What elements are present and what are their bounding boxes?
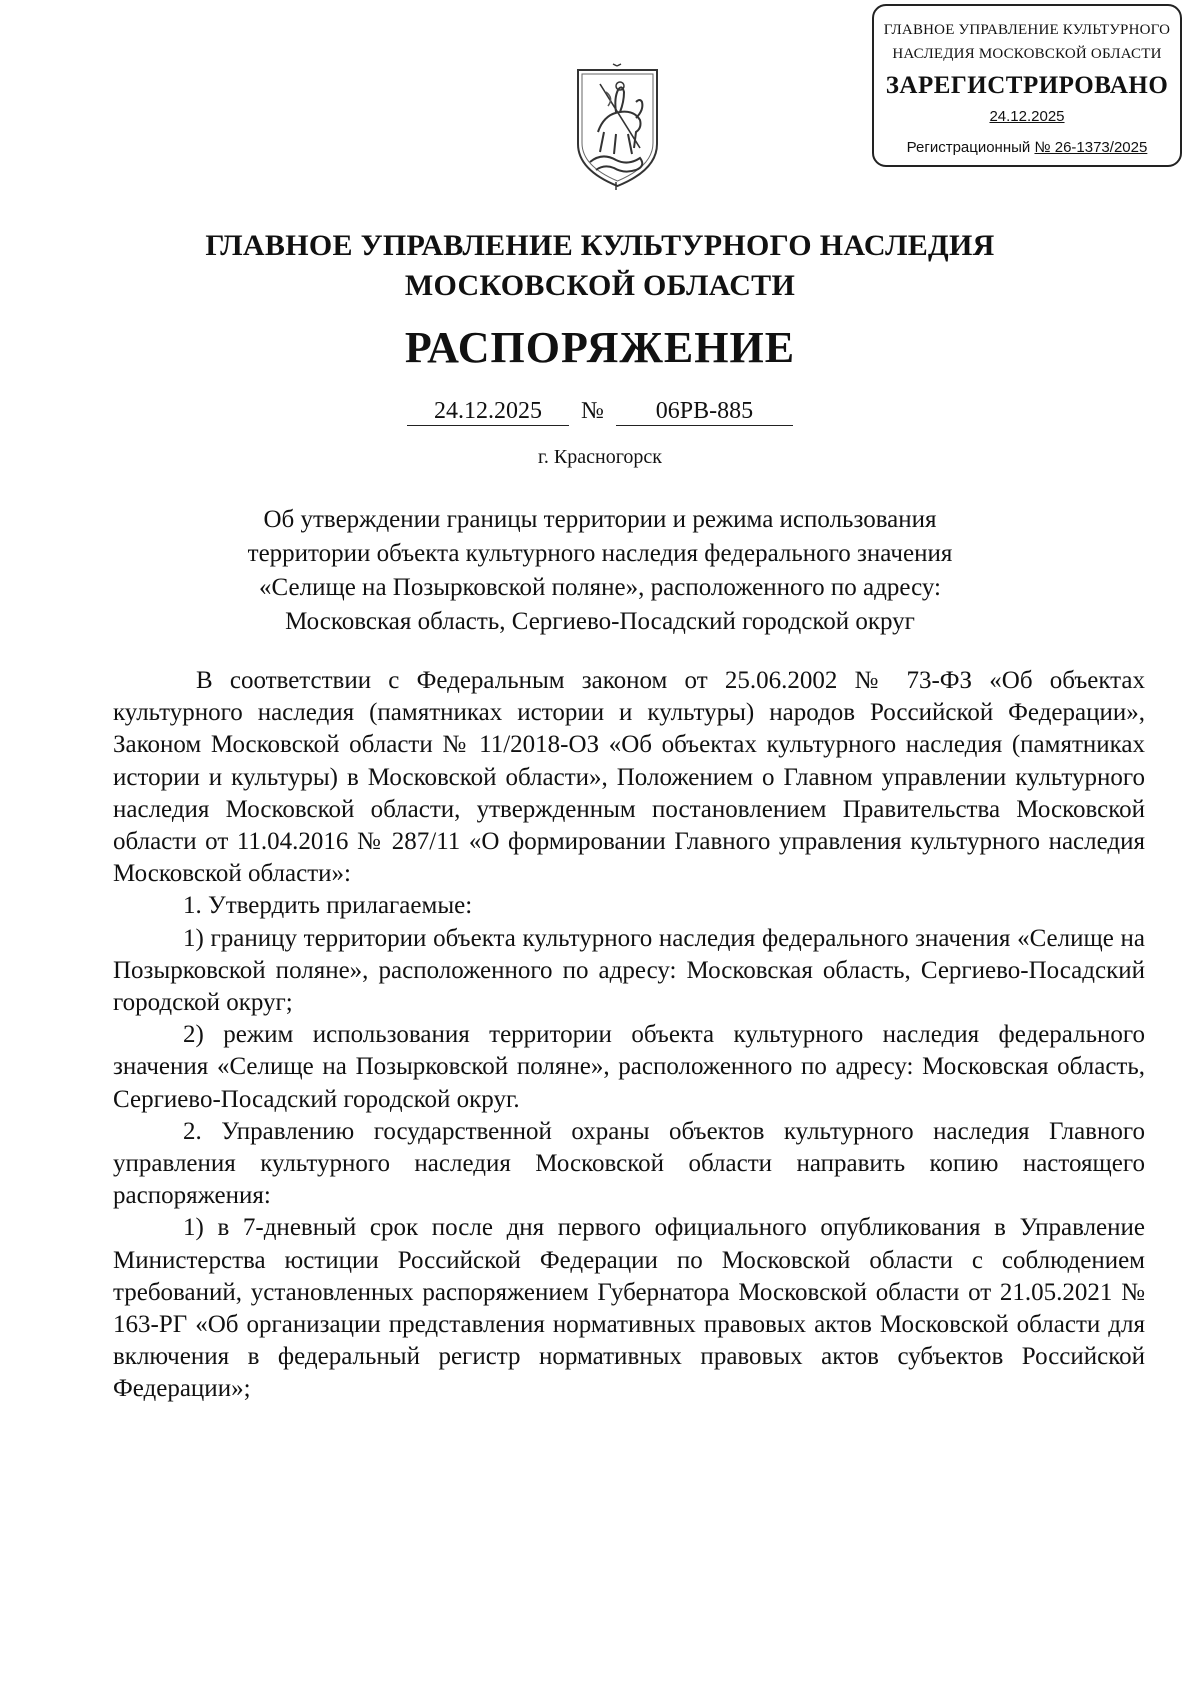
document-number: 06РВ-885 bbox=[616, 398, 793, 426]
document-subject bbox=[150, 503, 1050, 639]
stamp-org-line2: НАСЛЕДИЯ МОСКОВСКОЙ ОБЛАСТИ bbox=[892, 46, 1162, 62]
item-1-1-paragraph: 1) границу территории объекта культурного наследия федерального значения «Селище на Позырковской поляне», расположенного по адресу: Московская область, Сергиево-Посадский городской округ; bbox=[113, 924, 1145, 1017]
city: г. Красногорск bbox=[537, 446, 663, 468]
subject-line3: «Селище на Позырковской поляне», расположенного по адресу: bbox=[259, 574, 941, 601]
stamp-registered-label: ЗАРЕГИСТРИРОВАНО bbox=[885, 72, 1169, 99]
stamp-number-line bbox=[874, 139, 1180, 156]
document-date: 24.12.2025 bbox=[407, 398, 569, 426]
stamp-date: 24.12.2025 bbox=[989, 108, 1065, 125]
date-number-line bbox=[0, 398, 1200, 426]
subject-line1: Об утверждении границы территории и режима использования bbox=[263, 506, 937, 533]
item-1-2-paragraph: 2) режим использования территории объекта культурного наследия федерального значения «Селище на Позырковской поляне», расположенного по адресу: Московская область, Сергиево-Посадский городской округ. bbox=[113, 1021, 1145, 1113]
document-type: РАСПОРЯЖЕНИЕ bbox=[404, 323, 796, 372]
stamp-org-line1: ГЛАВНОЕ УПРАВЛЕНИЕ КУЛЬТУРНОГО bbox=[883, 22, 1171, 38]
moscow-oblast-coat-of-arms-icon bbox=[570, 62, 665, 192]
item-1-paragraph: 1. Утвердить прилагаемые: bbox=[183, 892, 473, 920]
agency-name-line2: МОСКОВСКОЙ ОБЛАСТИ bbox=[404, 269, 796, 302]
agency-name bbox=[0, 226, 1200, 306]
document-body bbox=[113, 665, 1145, 1406]
subject-line2: территории объекта культурного наследия федерального значения bbox=[247, 540, 953, 567]
number-sign: № bbox=[581, 398, 604, 424]
subject-line4: Московская область, Сергиево-Посадский городской округ bbox=[285, 608, 915, 635]
preamble-paragraph: В соответствии с Федеральным законом от 25.06.2002 № 73-ФЗ «Об объектах культурного наследия (памятниках истории и культуры) народов Российской Федерации», Законом Московской области № 11/2018-ОЗ «Об объектах культурного наследия (памятниках истории и культуры) в Московской области», Положением о Главном управлении культурного наследия Московской области, утвержденным постановлением Правительства Московской области от 11.04.2016 № 287/11 «О формировании Главного управления культурного наследия Московской области»: bbox=[113, 667, 1145, 888]
agency-name-line1: ГЛАВНОЕ УПРАВЛЕНИЕ КУЛЬТУРНОГО НАСЛЕДИЯ bbox=[205, 229, 995, 262]
item-2-paragraph: 2. Управлению государственной охраны объектов культурного наследия Главного управления культурного наследия Московской области направить копию настоящего распоряжения: bbox=[113, 1117, 1145, 1210]
item-2-1-paragraph: 1) в 7-дневный срок после дня первого официального опубликования в Управление Министерства юстиции Российской Федерации по Московской области с соблюдением требований, установленных распоряжением Губернатора Московской области от 21.05.2021 № 163-РГ «Об организации представления нормативных правовых актов Московской области для включения в федеральный регистр нормативных правовых актов субъектов Российской Федерации»; bbox=[113, 1214, 1145, 1403]
stamp-number-label: Регистрационный bbox=[906, 139, 1035, 156]
registration-stamp bbox=[872, 4, 1182, 167]
stamp-number: № 26-1373/2025 bbox=[1034, 139, 1148, 156]
